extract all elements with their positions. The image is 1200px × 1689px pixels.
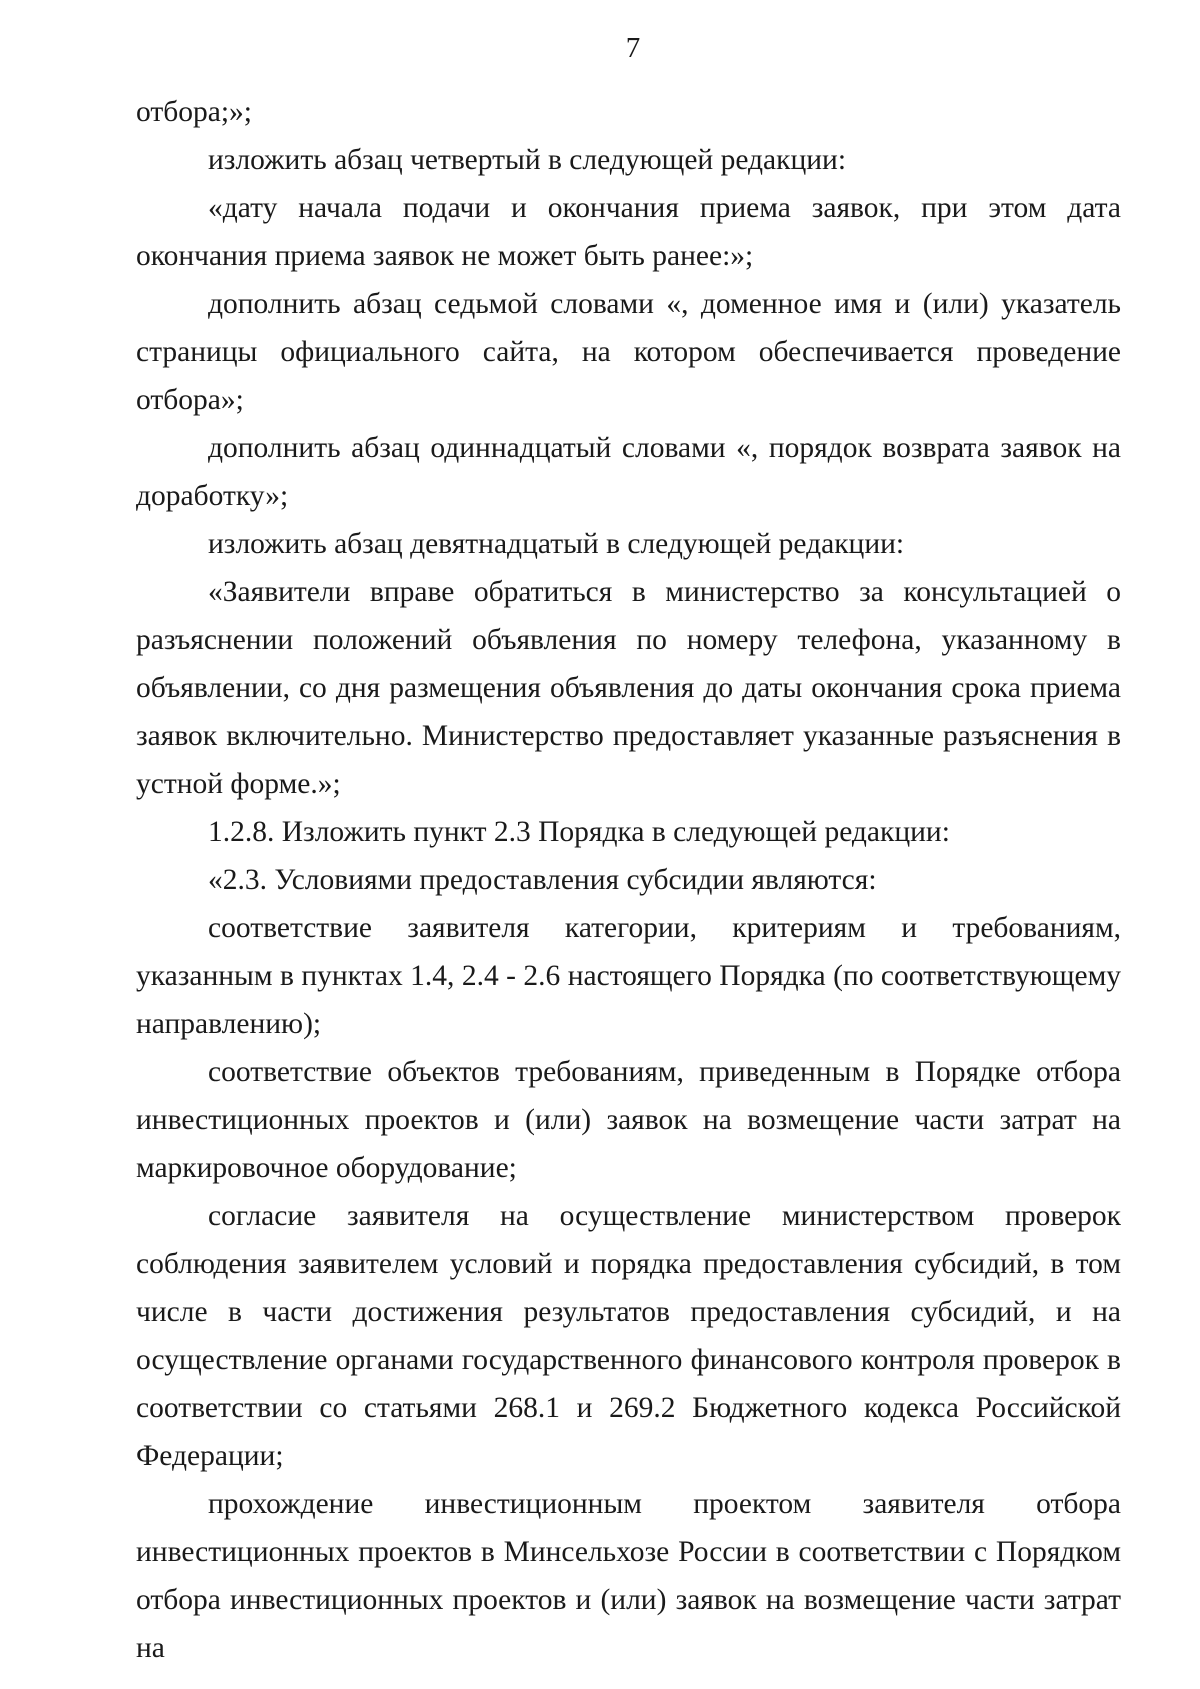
paragraph: соответствие объектов требованиям, приведенным в Порядке отбора инвестиционных проектов и (или) заявок на возмещение части затрат на маркировочное оборудование; xyxy=(136,1056,1121,1184)
paragraph: соответствие заявителя категории, критериям и требованиям, указанным в пунктах 1.4, 2.4 - 2.6 настоящего Порядка (по соответствующему направлению); xyxy=(136,912,1121,1040)
paragraph: «2.3. Условиями предоставления субсидии являются: xyxy=(208,864,877,896)
document-body xyxy=(136,88,1121,1672)
paragraph: 1.2.8. Изложить пункт 2.3 Порядка в следующей редакции: xyxy=(208,816,950,848)
paragraph: «Заявители вправе обратиться в министерство за консультацией о разъяснении положений объявления по номеру телефона, указанному в объявлении, со дня размещения объявления до даты окончания срока приема заявок включительно. Министерство предоставляет указанные разъяснения в устной форме.»; xyxy=(136,576,1121,800)
paragraph: «дату начала подачи и окончания приема заявок, при этом дата окончания приема заявок не может быть ранее:»; xyxy=(136,192,1121,272)
paragraph: прохождение инвестиционным проектом заявителя отбора инвестиционных проектов в Минсельхозе России в соответствии с Порядком отбора инвестиционных проектов и (или) заявок на возмещение части затрат на xyxy=(136,1488,1121,1664)
paragraph: согласие заявителя на осуществление министерством проверок соблюдения заявителем условий и порядка предоставления субсидий, в том числе в части достижения результатов предоставления субсидий, и на осуществление органами государственного финансового контроля проверок в соответствии со статьями 268.1 и 269.2 Бюджетного кодекса Российской Федерации; xyxy=(136,1200,1121,1472)
paragraph: дополнить абзац седьмой словами «, доменное имя и (или) указатель страницы официального сайта, на котором обеспечивается проведение отбора»; xyxy=(136,288,1121,416)
paragraph: изложить абзац девятнадцатый в следующей редакции: xyxy=(208,528,905,560)
page-number: 7 xyxy=(625,32,641,64)
paragraph: изложить абзац четвертый в следующей редакции: xyxy=(208,144,847,176)
paragraph: дополнить абзац одиннадцатый словами «, порядок возврата заявок на доработку»; xyxy=(136,432,1121,512)
paragraph-continuation: отбора;»; xyxy=(136,96,252,128)
